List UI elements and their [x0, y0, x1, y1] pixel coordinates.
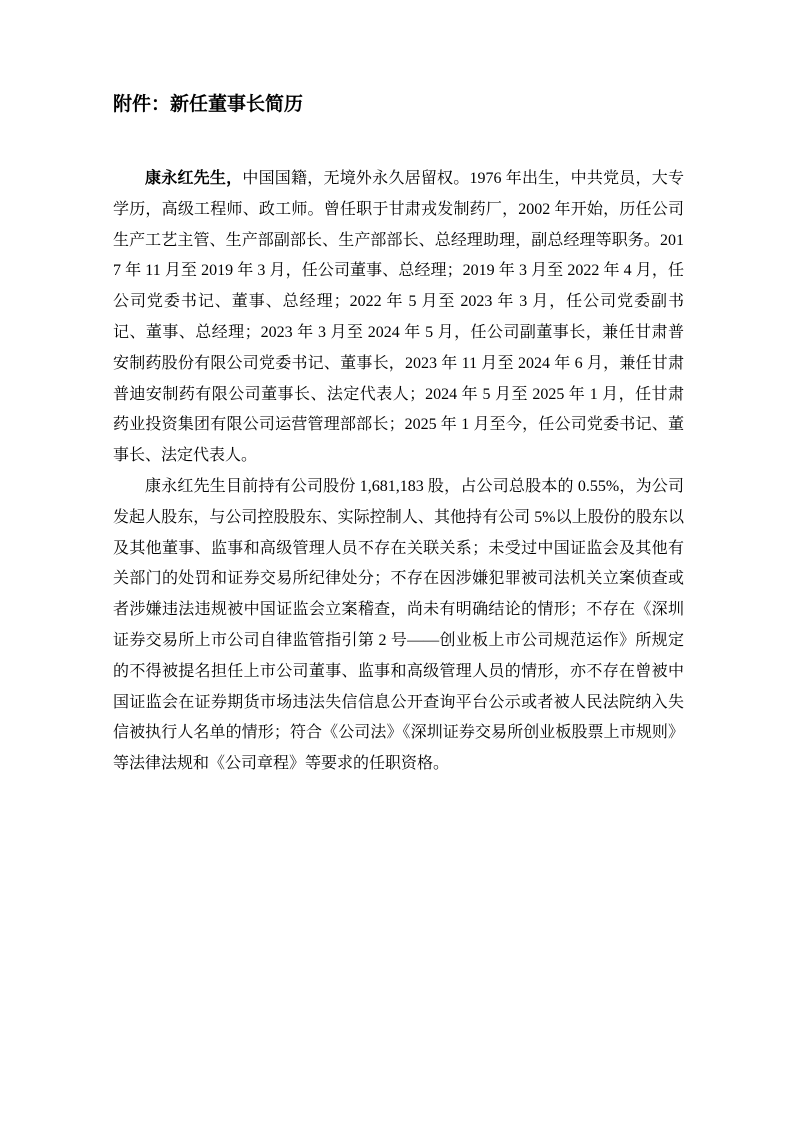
- biography-paragraph: [113, 164, 684, 472]
- biography-text: 中国国籍，无境外永久居留权。1976 年出生，中共党员，大专学历，高级工程师、政工师。曾任职于甘肃戎发制药厂，2002 年开始，历任公司生产工艺主管、生产部副部长、生产部部长、总经理助理，副总经理等职务。2017 年 11 月至 2019 年 3 月，任公司董事、总经理；2019 年 3 月至 2022 年 4 月，任公司党委书记、董事、总经理；2022 年 5 月至 2023 年 3 月，任公司党委副书记、董事、总经理；2023 年 3 月至 2024 年 5 月，任公司副董事长，兼任甘肃普安制药股份有限公司党委书记、董事长，2023 年 11 月至 2024 年 6 月，兼任甘肃普迪安制药有限公司董事长、法定代表人；2024 年 5 月至 2025 年 1 月，任甘肃药业投资集团有限公司运营管理部部长；2025 年 1 月至今，任公司党委书记、董事长、法定代表人。: [113, 170, 684, 465]
- person-name-lead: 康永红先生，: [145, 170, 243, 187]
- attachment-title: 附件：新任董事长简历: [113, 94, 304, 115]
- shareholding-qualification-paragraph: 康永红先生目前持有公司股份 1,681,183 股，占公司总股本的 0.55%，为公司发起人股东，与公司控股股东、实际控制人、其他持有公司 5%以上股份的股东以及其他董事、监事和高级管理人员不存在关联关系；未受过中国证监会及其他有关部门的处罚和证券交易所纪律处分；不存在因涉嫌犯罪被司法机关立案侦查或者涉嫌违法违规被中国证监会立案稽查，尚未有明确结论的情形；不存在《深圳证券交易所上市公司自律监管指引第 2 号——创业板上市公司规范运作》所规定的不得被提名担任上市公司董事、监事和高级管理人员的情形，亦不存在曾被中国证监会在证券期货市场违法失信信息公开查询平台公示或者被人民法院纳入失信被执行人名单的情形；符合《公司法》《深圳证券交易所创业板股票上市规则》等法律法规和《公司章程》等要求的任职资格。: [113, 477, 684, 773]
